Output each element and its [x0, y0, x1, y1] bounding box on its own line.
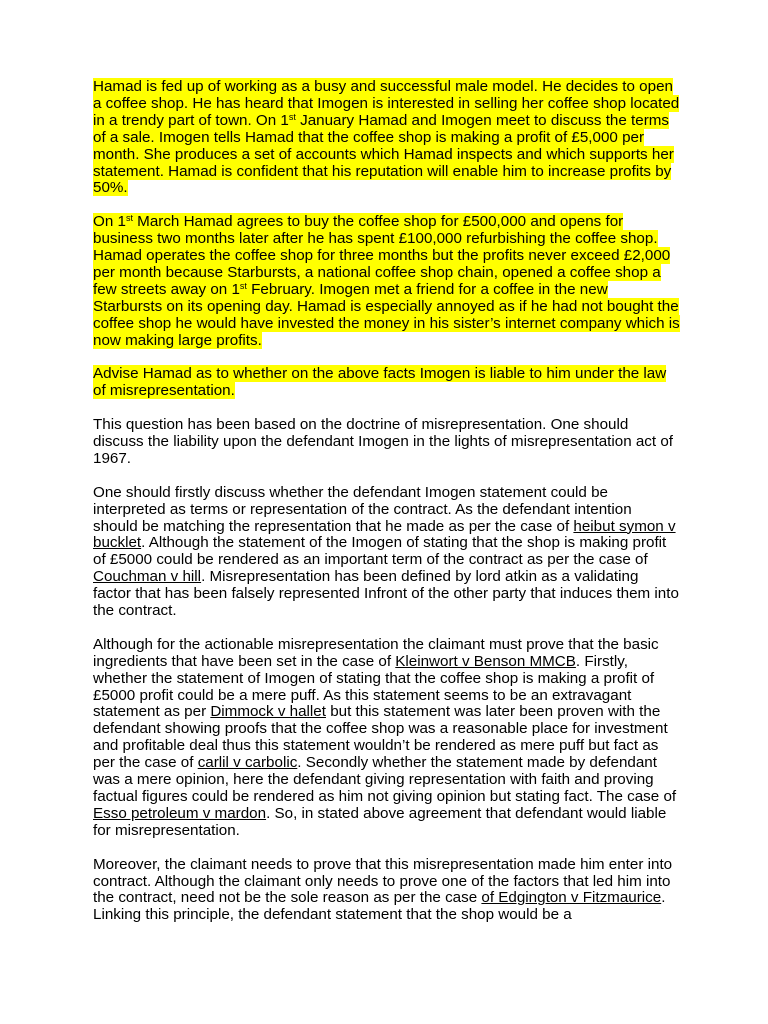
case-citation: carlil v carbolic: [197, 754, 298, 772]
highlighted-text: Hamad is fed up of working as a busy and successful male model. He decides to open a coffee shop. He has heard that Imogen is interested in selling her coffee shop located in a trendy part of town. On 1st January Hamad and Imogen meet to discuss the terms of a sale. Imogen tells Hamad that the coffee shop is making a profit of £5,000 per month. She produces a set of accounts which Hamad inspects and which supports her statement. Hamad is confident that his reputation will enable him to increase profits by 50%.: [93, 78, 680, 197]
case-citation: Esso petroleum v mardon: [93, 804, 267, 822]
case-citation: Couchman v hill: [93, 568, 202, 586]
highlighted-text: On 1st March Hamad agrees to buy the coffee shop for £500,000 and opens for business two months later after he has spent £100,000 refurbishing the coffee shop. Hamad operates the coffee shop for three months but the profits never exceed £2,000 per month because Starbursts, a national coffee shop chain, opened a coffee shop a few streets away on 1st February. Imogen met a friend for a coffee in the new Starbursts on its opening day. Hamad is especially annoyed as if he had not bought the coffee shop he would have invested the money in his sister’s internet company which is now making large profits.: [93, 213, 680, 349]
ordinal-superscript: st: [288, 111, 296, 122]
ordinal-superscript: st: [125, 213, 133, 224]
answer-paragraph-1: This question has been based on the doctrine of misrepresentation. One should discuss the liability upon the defendant Imogen in the lights of misrepresentation act of 1967.: [93, 416, 674, 467]
question-paragraph-2: [93, 214, 680, 349]
ordinal-superscript: st: [239, 280, 247, 291]
question-paragraph-1: [93, 79, 680, 197]
case-citation: of Edgington v Fitzmaurice: [481, 889, 662, 907]
answer-paragraph-2: One should firstly discuss whether the defendant Imogen statement could be interpreted as terms or representation of the contract. As the defendant intention should be matching the representation that he made as per the case of heibut symon v bucklet. Although the statement of the Imogen of stating that the shop is making profit of £5000 could be rendered as an important term of the contract as per the case of Couchman v hill. Misrepresentation has been defined by lord atkin as a validating factor that has been falsely represented Infront of the other party that induces them into the contract.: [93, 483, 679, 620]
highlighted-text: Advise Hamad as to whether on the above facts Imogen is liable to him under the law of misrepresentation.: [93, 365, 667, 400]
answer-paragraph-4: Moreover, the claimant needs to prove that this misrepresentation made him enter into contract. Although the claimant only needs to prove one of the factors that led him into the contract, need not be the sole reason as per the case of Edgington v Fitzmaurice. Linking this principle, the defendant statement that the shop would be a: [93, 855, 673, 924]
case-citation: heibut symon v bucklet: [93, 517, 676, 552]
answer-paragraph-3: Although for the actionable misrepresentation the claimant must prove that the basic ingredients that have been set in the case of Kleinwort v Benson MMCB. Firstly, whether the statement of Imogen of stating that the coffee shop is making a profit of £5000 profit could be a mere puff. As this statement seems to be an extravagant statement as per Dimmock v hallet but this statement was later been proven with the defendant showing proofs that the coffee shop was a reasonable place for investment and profitable deal thus this statement wouldn’t be rendered as mere puff but fact as per the case of carlil v carbolic. Secondly whether the statement made by defendant was a mere opinion, here the defendant giving representation with faith and proving factual figures could be rendered as him not giving opinion but stating fact. The case of Esso petroleum v mardon. So, in stated above agreement that defendant would liable for misrepresentation.: [93, 635, 677, 839]
case-citation: Kleinwort v Benson MMCB: [395, 652, 576, 670]
case-citation: Dimmock v hallet: [210, 703, 326, 721]
question-paragraph-3: [93, 366, 680, 400]
